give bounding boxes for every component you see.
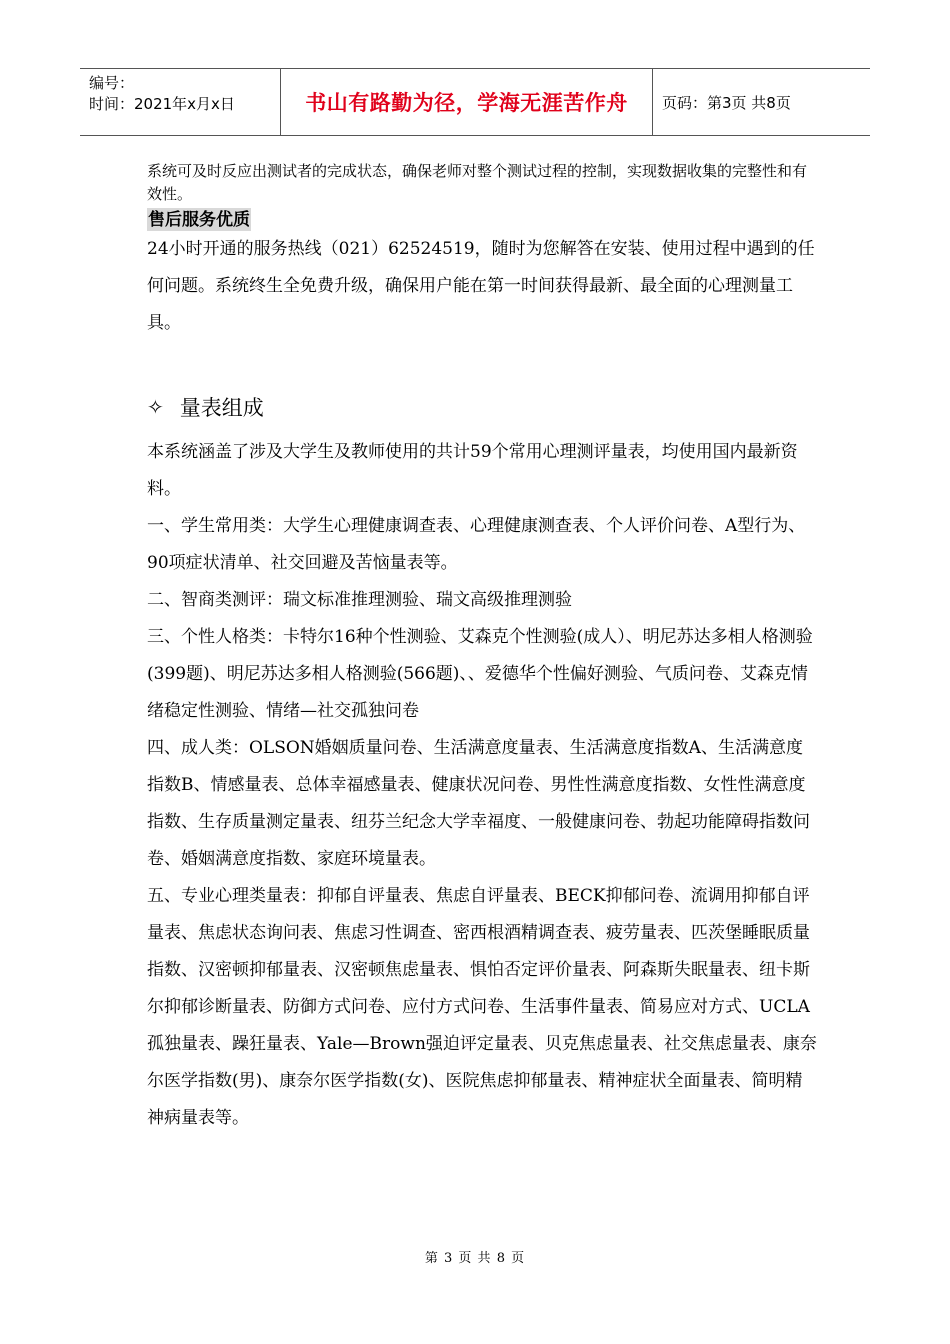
list-item: 三、个性人格类：卡特尔16种个性测验、艾森克个性测验(成人）、明尼苏达多相人格测验(399题)、明尼苏达多相人格测验(566题)、、爱德华个性偏好测验、气质问卷、艾森克情绪稳定性测验、情绪—社交孤独问卷: [147, 627, 813, 721]
after-sales-heading: 售后服务优质: [148, 210, 250, 230]
intro-paragraph: 系统可及时反应出测试者的完成状态，确保老师对整个测试过程的控制，实现数据收集的完整性和有效性。: [147, 162, 808, 203]
page-header: [80, 68, 870, 136]
page-footer: 第 3 页 共 8 页: [424, 1251, 526, 1266]
after-sales-paragraph: 24小时开通的服务热线（021）62524519，随时为您解答在安装、使用过程中遇到的任何问题。系统终生全免费升级，确保用户能在第一时间获得最新、最全面的心理测量工具。: [147, 239, 815, 333]
header-meta: [80, 69, 281, 135]
list-item: 二、智商类测评：瑞文标准推理测验、瑞文高级推理测验: [147, 590, 572, 610]
list-item: 五、专业心理类量表：抑郁自评量表、焦虑自评量表、BECK抑郁问卷、流调用抑郁自评量表、焦虑状态询问表、焦虑习性调查、密西根酒精调查表、疲劳量表、匹茨堡睡眠质量指数、汉密顿抑郁量表、汉密顿焦虑量表、惧怕否定评价量表、阿森斯失眠量表、纽卡斯尔抑郁诊断量表、防御方式问卷、应付方式问卷、生活事件量表、简易应对方式、UCLA孤独量表、躁狂量表、Yale—Brown强迫评定量表、贝克焦虑量表、社交焦虑量表、康奈尔医学指数(男)、康奈尔医学指数(女)、医院焦虑抑郁量表、精神症状全面量表、简明精神病量表等。: [147, 886, 817, 1128]
document-date-label: 时间：2021年x月x日: [89, 95, 235, 113]
section-title: 量表组成: [179, 396, 264, 420]
header-page-info: 页码：第3页 共8页: [662, 93, 791, 112]
header-motto: 书山有路勤为径，学海无涯苦作舟: [281, 69, 653, 135]
document-number-label: 编号：: [89, 74, 135, 92]
scales-intro-paragraph: 本系统涵盖了涉及大学生及教师使用的共计59个常用心理测评量表，均使用国内最新资料。: [147, 442, 798, 499]
list-item: 一、学生常用类：大学生心理健康调查表、心理健康测查表、个人评价问卷、A型行为、90项症状清单、社交回避及苦恼量表等。: [147, 516, 806, 573]
section-heading: [147, 392, 817, 422]
page-content: [147, 160, 817, 1137]
diamond-bullet-icon: ✧: [147, 395, 164, 419]
list-item: 四、成人类：OLSON婚姻质量问卷、生活满意度量表、生活满意度指数A、生活满意度指数B、情感量表、总体幸福感量表、健康状况问卷、男性性满意度指数、女性性满意度指数、生存质量测定量表、纽芬兰纪念大学幸福度、一般健康问卷、勃起功能障碍指数问卷、婚姻满意度指数、家庭环境量表。: [147, 738, 810, 869]
